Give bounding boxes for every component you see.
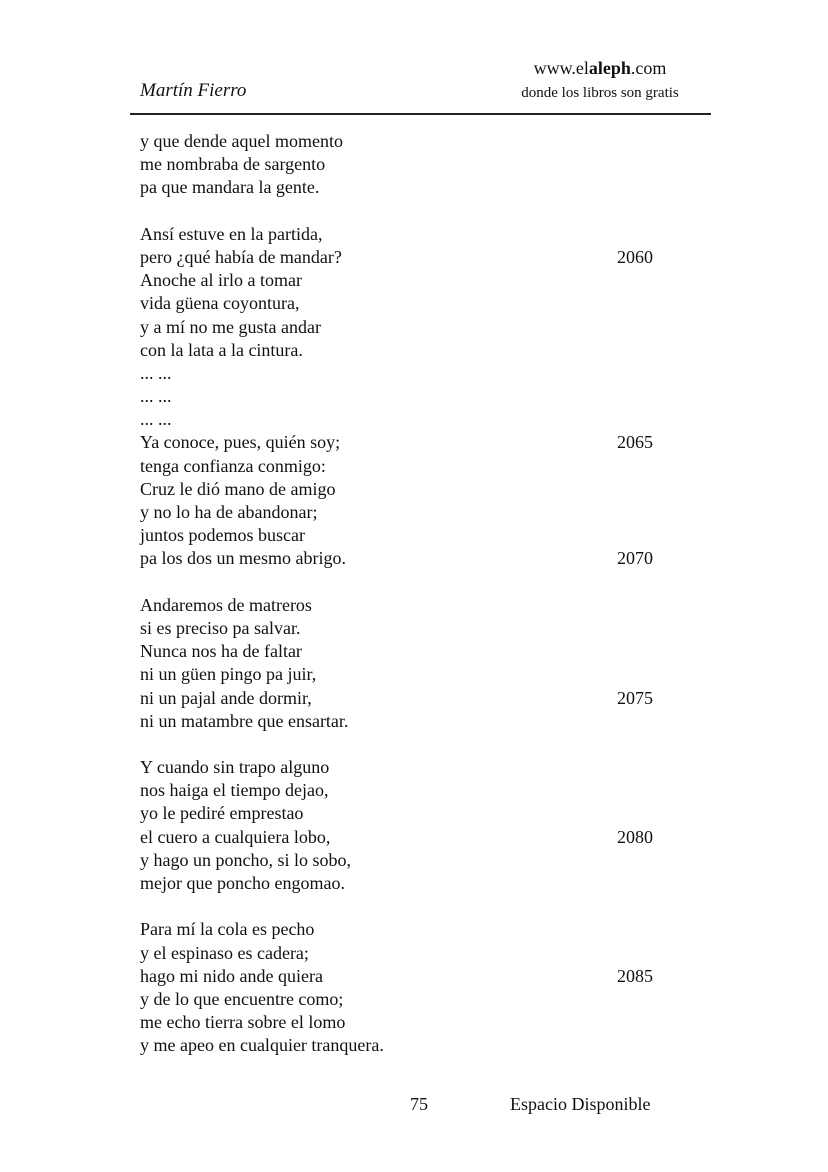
verse-line [140,756,700,779]
line-number: 2075 [617,687,653,708]
verse-text: y hago un poncho, si lo sobo, [140,849,351,870]
line-number: 2085 [617,965,653,986]
verse-text: y a mí no me gusta andar [140,316,321,337]
verse-line [140,942,700,965]
verse-text: y de lo que encuentre como; [140,988,344,1009]
verse-line [140,362,700,385]
verse-line [140,431,700,454]
verse-line [140,663,700,686]
verse-line [140,130,700,153]
verse-line [140,292,700,315]
verse-text: Anoche al irlo a tomar [140,270,302,291]
verse-text: Para mí la cola es pecho [140,919,315,940]
site-url[interactable] [500,58,700,79]
site-url-suffix: .com [630,58,667,78]
verse-text: nos haiga el tiempo dejao, [140,780,329,801]
verse-line [140,455,700,478]
verse-text: ni un matambre que ensartar. [140,710,349,731]
verse-text: y el espinaso es cadera; [140,942,309,963]
verse-line [140,826,700,849]
verse-line [140,640,700,663]
verse-line [140,594,700,617]
verse-text: me nombraba de sargento [140,154,326,175]
verse-line [140,617,700,640]
verse-line [140,269,700,292]
verse-line [140,408,700,431]
verse-text: hago mi nido ande quiera [140,965,323,986]
verse-line [140,802,700,825]
verse-line [140,872,700,895]
verse-text: juntos podemos buscar [140,525,305,546]
verse-line [140,687,700,710]
verse-text: me echo tierra sobre el lomo [140,1012,346,1033]
verse-text: y me apeo en cualquier tranquera. [140,1035,384,1056]
verse-text: ... ... [140,362,172,383]
poem-body [140,130,700,1058]
verse-text: ni un pajal ande dormir, [140,687,312,708]
site-url-bold: aleph [588,58,631,78]
site-url-prefix: www.el [533,58,589,78]
verse-line [140,246,700,269]
footer-text: Espacio Disponible [510,1094,651,1114]
verse-text: con la lata a la cintura. [140,339,303,360]
verse-line [140,223,700,246]
verse-line [140,524,700,547]
verse-text: y que dende aquel momento [140,131,343,151]
verse-line [140,1011,700,1034]
verse-line [140,176,700,199]
verse-text: pero ¿qué había de mandar? [140,246,342,267]
stanza-gap [140,733,700,756]
verse-text: pa que mandara la gente. [140,177,320,198]
verse-text: Y cuando sin trapo alguno [140,757,330,778]
verse-text: Andaremos de matreros [140,594,312,615]
verse-text: yo le pediré emprestao [140,803,304,824]
stanza-gap [140,200,700,223]
verse-line [140,965,700,988]
header-rule [130,113,711,115]
verse-text: ... ... [140,386,172,407]
verse-text: el cuero a cualquiera lobo, [140,826,331,847]
site-tagline: donde los libros son gratis [521,85,679,101]
verse-text: vida güena coyontura, [140,293,300,314]
verse-line [140,316,700,339]
verse-line [140,153,700,176]
verse-text: mejor que poncho engomao. [140,873,345,893]
line-number: 2070 [617,548,653,569]
verse-line [140,339,700,362]
verse-line [140,1034,700,1057]
verse-text: tenga confianza conmigo: [140,455,326,476]
page-number: 75 [410,1094,428,1114]
verse-line [140,385,700,408]
verse-line [140,478,700,501]
verse-text: Ansí estuve en la partida, [140,223,323,244]
verse-line [140,918,700,941]
verse-line [140,547,700,570]
verse-text: pa los dos un mesmo abrigo. [140,548,346,569]
verse-text: Ya conoce, pues, quién soy; [140,432,341,453]
book-title: Martín Fierro [140,80,247,101]
verse-text: y no lo ha de abandonar; [140,502,318,522]
verse-line [140,988,700,1011]
verse-line [140,501,700,524]
stanza-gap [140,895,700,918]
verse-line [140,849,700,872]
verse-text: Nunca nos ha de faltar [140,641,302,662]
line-number: 2060 [617,246,653,267]
verse-text: ni un güen pingo pa juir, [140,664,317,685]
stanza-gap [140,571,700,594]
line-number: 2065 [617,432,653,453]
verse-line [140,710,700,733]
line-number: 2080 [617,826,653,847]
verse-text: ... ... [140,409,172,430]
verse-line [140,779,700,802]
verse-text: Cruz le dió mano de amigo [140,478,336,499]
verse-text: si es preciso pa salvar. [140,617,301,638]
